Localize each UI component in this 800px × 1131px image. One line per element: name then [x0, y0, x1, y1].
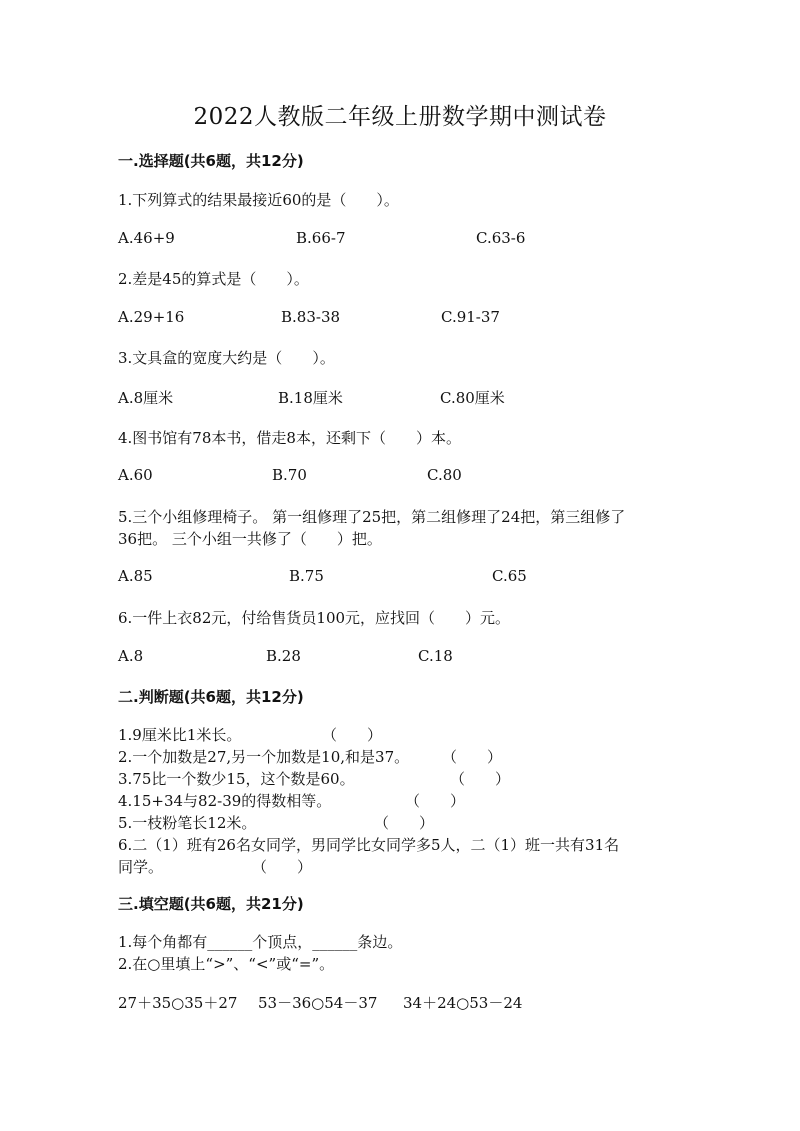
- option-a: A.85: [118, 567, 153, 585]
- judge-item-1: 1.9厘米比1米长。: [118, 726, 242, 744]
- question-3: 3.文具盒的宽度大约是（ ）。: [118, 349, 335, 367]
- option-c: C.65: [492, 567, 527, 585]
- fill-question-2: 2.在○里填上“>”、“<”或“=”。: [118, 955, 335, 973]
- answer-parentheses: （ ）: [322, 726, 383, 744]
- judge-item-2: 2.一个加数是27,另一个加数是10,和是37。: [118, 748, 410, 766]
- question-5-line-1: 5.三个小组修理椅子。 第一组修理了25把，第二组修理了24把，第三组修了: [118, 508, 626, 526]
- compare-expression: 27＋35○35＋27: [118, 994, 238, 1012]
- option-b: B.75: [289, 567, 324, 585]
- judge-item-5: 5.一枝粉笔长12米。: [118, 814, 257, 832]
- option-b: B.66-7: [296, 229, 346, 247]
- option-c: C.80: [427, 466, 462, 484]
- option-a: A.29+16: [118, 308, 185, 326]
- question-6: 6.一件上衣82元，付给售货员100元，应找回（ ）元。: [118, 609, 511, 627]
- option-c: C.63-6: [476, 229, 526, 247]
- page-title: 2022人教版二年级上册数学期中测试卷: [193, 104, 607, 130]
- question-5-line-2: 36把。 三个小组一共修了（ ）把。: [118, 530, 382, 548]
- judge-item-4: 4.15+34与82-39的得数相等。: [118, 792, 332, 810]
- option-c: C.80厘米: [440, 389, 505, 407]
- option-a: A.46+9: [118, 229, 175, 247]
- answer-parentheses: （ ）: [405, 792, 466, 810]
- fill-question-1: 1.每个角都有______个顶点，______条边。: [118, 933, 403, 951]
- answer-parentheses: （ ）: [374, 814, 435, 832]
- option-a: A.60: [118, 466, 153, 484]
- judge-item-6-line-1: 6.二（1）班有26名女同学，男同学比女同学多5人，二（1）班一共有31名: [118, 836, 620, 854]
- option-b: B.70: [272, 466, 307, 484]
- judge-item-3: 3.75比一个数少15，这个数是60。: [118, 770, 355, 788]
- compare-expression: 53－36○54－37: [258, 994, 378, 1012]
- option-b: B.83-38: [281, 308, 341, 326]
- question-1: 1.下列算式的结果最接近60的是（ ）。: [118, 191, 399, 209]
- question-2: 2.差是45的算式是（ ）。: [118, 270, 309, 288]
- section-heading-judge: 二.判断题(共6题，共12分): [118, 688, 304, 706]
- answer-parentheses: （ ）: [442, 748, 503, 766]
- judge-item-6-line-2: 同学。: [118, 858, 164, 876]
- option-b: B.28: [266, 647, 301, 665]
- question-4: 4.图书馆有78本书，借走8本，还剩下（ ）本。: [118, 429, 461, 447]
- answer-parentheses: （ ）: [450, 770, 511, 788]
- answer-parentheses: （ ）: [252, 858, 313, 876]
- section-heading-choice: 一.选择题(共6题，共12分): [118, 152, 304, 170]
- compare-expression: 34＋24○53－24: [403, 994, 523, 1012]
- option-a: A.8厘米: [118, 389, 174, 407]
- option-c: C.91-37: [441, 308, 500, 326]
- option-b: B.18厘米: [278, 389, 343, 407]
- option-a: A.8: [118, 647, 144, 665]
- section-heading-fill: 三.填空题(共6题，共21分): [118, 895, 304, 913]
- option-c: C.18: [418, 647, 453, 665]
